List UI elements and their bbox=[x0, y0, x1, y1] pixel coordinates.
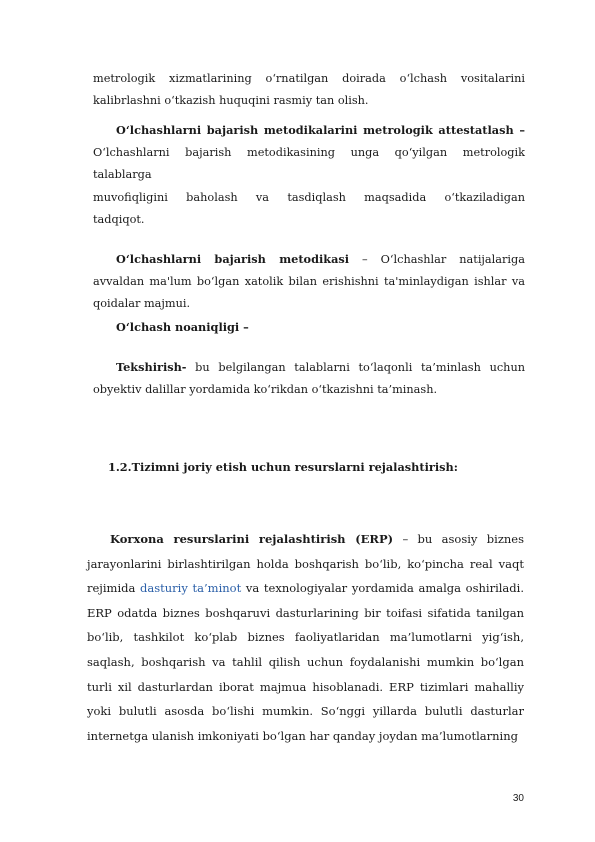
section-heading: 1.2.Tizimni joriy etish uchun resurslarni rejalashtirish: bbox=[108, 460, 458, 474]
software-link[interactable]: dasturiy ta’minot bbox=[140, 581, 242, 596]
page-number: 30 bbox=[512, 793, 524, 804]
method-attestation-line-1: O‘lchashlarni bajarish metodikasining unga qo‘yilgan metrologik bbox=[93, 146, 525, 160]
uncertainty-term: O‘lchash noaniqligi – bbox=[116, 320, 249, 334]
paragraph-erp bbox=[87, 527, 524, 748]
paragraph-calibration-text: metrologik xizmatlarining o‘rnatilgan doirada o‘lchash vositalarini kalibrlashni o‘tkazish huquqini rasmiy tan olish. bbox=[93, 72, 525, 108]
method-attestation-line-3: muvofiqligini baholash va tasdiqlash maqsadida o‘tkaziladigan bbox=[93, 190, 525, 204]
method-attestation-line-4: tadqiqot. bbox=[93, 212, 145, 226]
paragraph-inspection bbox=[93, 356, 525, 401]
inspection-text: bu belgilangan talablarni to‘laqonli ta’minlash uchun obyektiv dalillar yordamida ko‘rikdan o‘tkazishni ta’minash. bbox=[93, 361, 525, 397]
method-attestation-heading-line bbox=[93, 119, 525, 142]
paragraph-measurement-method bbox=[93, 248, 525, 316]
paragraph-uncertainty bbox=[93, 316, 525, 339]
erp-text-2: va texnologiyalar yordamida amalga oshiriladi. ERP odatda biznes boshqaruvi dasturlarining bir toifasi sifatida tanilgan bo‘lib, tashkilot ko‘plab biznes faoliyatlaridan ma’lumotlarni yig‘ish, saqlash, boshqarish va tahlil qilish uchun foydalanishi mumkin bo‘lgan turli xil dasturlardan iborat majmua hisoblanadi. ERP tizimlari mahalliy yoki bulutli asosda bo‘lishi mumkin. So‘nggi yillarda bulutli dasturlar internetga ulanish imkoniyati bo‘lgan har qanday joydan ma’lumotlarning bbox=[87, 581, 524, 743]
method-attestation-line-2: talablarga bbox=[93, 168, 152, 182]
measurement-method-text: – O‘lchashlar natijalariga avvaldan ma'lum bo‘lgan xatolik bilan erishishni ta'minlaydigan ishlar va qoidalar majmui. bbox=[93, 253, 525, 311]
inspection-term: Tekshirish- bbox=[116, 360, 187, 374]
measurement-method-term: O‘lchashlarni bajarish metodikasi bbox=[116, 252, 350, 266]
paragraph-method-attestation bbox=[93, 119, 525, 231]
erp-term: Korxona resurslarini rejalashtirish (ERP) bbox=[110, 532, 394, 546]
method-attestation-term: O‘lchashlarni bajarish metodikalarini metrologik attestatlash bbox=[116, 123, 514, 137]
method-attestation-dash: – bbox=[513, 123, 525, 137]
erp-text-1: – bu asosiy biznes jarayonlarini birlashtirilgan holda boshqarish bo‘lib, ko‘pincha real vaqt rejimida bbox=[87, 532, 524, 596]
paragraph-calibration bbox=[93, 68, 525, 112]
